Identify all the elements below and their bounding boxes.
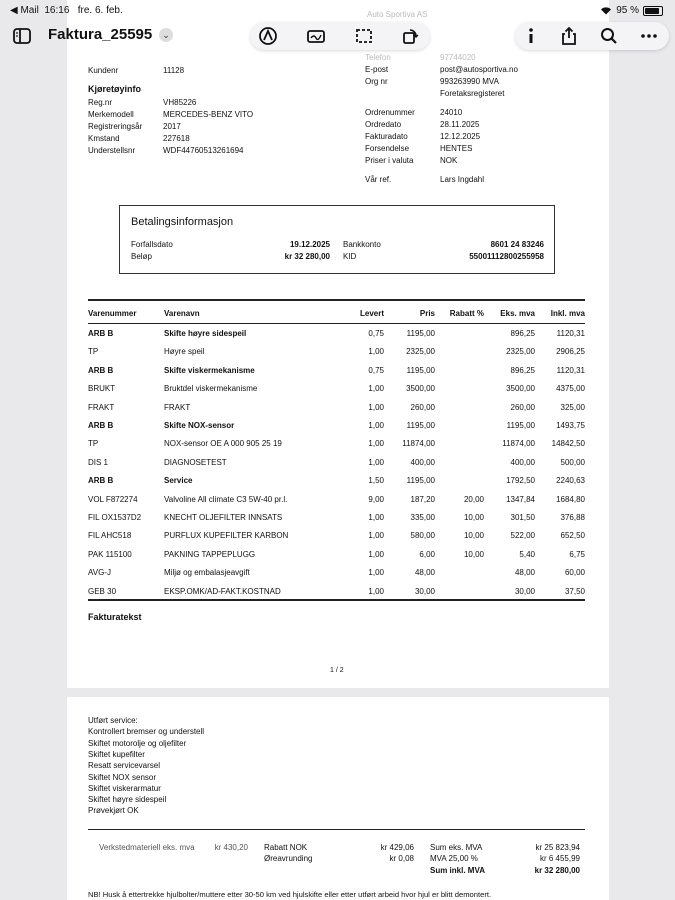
order-field-value: 28.11.2025: [440, 120, 480, 129]
table-cell: 14842,50: [551, 439, 585, 449]
table-cell: PAKNING TAPPEPLUGG: [164, 549, 256, 559]
title-chevron-down-icon[interactable]: ⌄: [159, 28, 173, 42]
table-cell: 400,00: [410, 457, 435, 467]
table-cell: 1195,00: [406, 365, 435, 375]
status-date: fre. 6. feb.: [77, 5, 123, 16]
table-header-cell: Inkl. mva: [550, 309, 585, 318]
service-line: Skiftet høyre sidespeil: [88, 795, 167, 805]
table-cell: TP: [88, 439, 99, 449]
wifi-icon: [600, 6, 612, 15]
payment-info-box: [119, 205, 555, 274]
search-icon[interactable]: [593, 22, 625, 50]
table-bottom-rule: [88, 599, 585, 601]
table-cell: Skifte NOX-sensor: [164, 421, 235, 430]
table-cell: 30,00: [414, 586, 435, 596]
table-cell: GEB 30: [88, 586, 117, 596]
table-cell: 1,00: [368, 586, 384, 596]
table-cell: VOL F872274: [88, 494, 138, 504]
table-cell: 10,00: [463, 549, 484, 559]
table-cell: EKSP.OMK/AD-FAKT.KOSTNAD: [164, 586, 281, 596]
contact-field-value: post@autosportiva.no: [440, 65, 518, 74]
table-cell: 2240,63: [556, 476, 585, 486]
table-top-rule: [88, 299, 585, 301]
table-cell: 1347,84: [506, 494, 535, 504]
service-line: Skiftet kupefilter: [88, 749, 145, 759]
back-to-mail-link[interactable]: ◀ Mail: [10, 5, 39, 16]
service-line: Prøvekjørt OK: [88, 806, 139, 816]
invoice-page-1: [67, 0, 609, 688]
table-cell: 1792,50: [506, 476, 535, 486]
table-cell: 1,50: [368, 476, 384, 486]
vehicle-field-label: Kmstand: [88, 134, 120, 143]
rabatt-label: Rabatt NOK: [264, 843, 308, 852]
table-cell: TP: [88, 347, 99, 357]
table-cell: 376,88: [560, 513, 585, 522]
table-cell: 1,00: [368, 457, 384, 467]
table-cell: 9,00: [368, 494, 384, 504]
table-cell: 10,00: [463, 513, 484, 522]
selection-icon[interactable]: [348, 22, 380, 50]
table-cell: 1195,00: [406, 476, 435, 486]
sum-eks-value: kr 25 823,94: [535, 843, 580, 852]
verksted-label: Verkstedmateriell eks. mva: [99, 843, 195, 852]
order-field-label: Ordredato: [365, 120, 402, 129]
table-cell: 11874,00: [402, 439, 435, 449]
table-cell: BRUKT: [88, 384, 116, 394]
table-cell: 2906,25: [556, 347, 585, 357]
table-cell: 896,25: [510, 365, 535, 375]
order-field-label: Forsendelse: [365, 144, 410, 153]
mva-label: MVA 25,00 %: [430, 854, 478, 863]
table-cell: FRAKT: [88, 402, 115, 412]
table-cell: ARB B: [88, 329, 114, 338]
table-cell: 400,00: [510, 457, 535, 467]
table-cell: FIL AHC518: [88, 531, 132, 541]
table-cell: 260,00: [410, 402, 435, 412]
ore-value: kr 0,08: [389, 854, 414, 863]
table-cell: ARB B: [88, 476, 114, 486]
table-cell: Valvoline All climate C3 5W-40 pr.l.: [164, 494, 288, 504]
table-cell: DIAGNOSETEST: [164, 457, 227, 467]
table-cell: 260,00: [510, 402, 535, 412]
sum-inkl-label: Sum inkl. MVA: [430, 866, 485, 875]
table-cell: 1,00: [368, 531, 384, 541]
table-cell: 1,00: [368, 384, 384, 394]
vehicle-field-value: WDF44760513261694: [163, 146, 244, 155]
kundenr-label: Kundenr: [88, 66, 119, 75]
table-header-cell: Levert: [359, 309, 384, 318]
table-cell: 1684,80: [556, 494, 585, 504]
table-cell: ARB B: [88, 365, 114, 375]
table-cell: 1,00: [368, 568, 384, 578]
table-header-cell: Varenummer: [88, 309, 137, 318]
table-cell: 1120,31: [556, 329, 585, 338]
var-ref-value: Lars Ingdahl: [440, 175, 485, 184]
info-icon[interactable]: [515, 22, 547, 50]
table-header-cell: Eks. mva: [500, 309, 535, 318]
document-toolbar: [0, 18, 675, 54]
order-field-value: HENTES: [440, 144, 473, 153]
table-cell: 3500,00: [406, 384, 435, 394]
table-cell: KNECHT OLJEFILTER INNSATS: [164, 513, 283, 522]
table-cell: 325,00: [560, 402, 585, 412]
mva-value: kr 6 455,99: [539, 854, 580, 863]
table-cell: 1,00: [368, 549, 384, 559]
kundenr-value: 11128: [163, 66, 185, 75]
invoice-page-2: [67, 697, 609, 900]
service-line: Resatt servicevarsel: [88, 761, 161, 771]
table-cell: 580,00: [410, 531, 435, 541]
vehicle-field-label: Understellsnr: [88, 146, 136, 155]
table-cell: PURFLUX KUPEFILTER KARBON: [164, 531, 289, 541]
table-cell: 1,00: [368, 347, 384, 357]
table-cell: 3500,00: [506, 384, 535, 394]
service-line: Skiftet viskerarmatur: [88, 783, 161, 793]
service-line: Utført service:: [88, 716, 138, 725]
vehicle-field-value: MERCEDES-BENZ VITO: [163, 110, 254, 119]
status-time: 16:16: [44, 5, 70, 16]
vehicle-field-label: Merkemodell: [88, 110, 134, 119]
table-cell: 6,00: [419, 549, 435, 559]
table-header-cell: Varenavn: [164, 309, 200, 318]
vehicle-heading: Kjøretøyinfo: [88, 84, 141, 94]
fakturatekst-label: Fakturatekst: [88, 612, 142, 622]
markup-tools-pill: [250, 22, 430, 50]
verksted-value: kr 430,20: [214, 843, 248, 852]
vehicle-field-label: Reg.nr: [88, 98, 113, 107]
table-cell: 1120,31: [556, 365, 585, 375]
table-cell: Bruktdel viskermekanisme: [164, 384, 258, 394]
service-line: Kontrollert bremser og understell: [88, 727, 205, 737]
service-line: Skiftet motorolje og oljefilter: [88, 738, 187, 748]
table-cell: 0,75: [368, 329, 384, 338]
table-cell: 48,00: [414, 568, 435, 578]
table-cell: 1195,00: [406, 421, 435, 430]
table-cell: ARB B: [88, 421, 114, 430]
vehicle-field-value: VH85226: [163, 98, 197, 107]
table-cell: 522,00: [510, 531, 535, 541]
belop-value: kr 32 280,00: [284, 252, 330, 261]
table-cell: 4375,00: [556, 384, 585, 394]
table-cell: 1195,00: [406, 329, 435, 338]
table-cell: 1,00: [368, 402, 384, 412]
actions-pill: [515, 22, 669, 50]
sidebar-toggle-icon[interactable]: [6, 22, 38, 50]
table-cell: 301,50: [510, 513, 535, 522]
kid-value: 55001112800255958: [469, 252, 544, 261]
table-cell: 60,00: [564, 568, 585, 578]
table-cell: 48,00: [514, 568, 535, 578]
table-cell: FIL OX1537D2: [88, 513, 142, 522]
table-cell: 0,75: [368, 365, 384, 375]
markup-pen-icon[interactable]: [252, 22, 284, 50]
vehicle-field-label: Registreringsår: [88, 122, 143, 131]
table-cell: 30,00: [514, 586, 535, 596]
table-cell: Skifte viskermekanisme: [164, 365, 255, 375]
table-cell: 2325,00: [506, 347, 535, 357]
table-cell: AVG-J: [88, 568, 111, 578]
sum-inkl-value: kr 32 280,00: [534, 866, 580, 875]
table-cell: FRAKT: [164, 402, 191, 412]
battery-percent: 95 %: [616, 5, 639, 16]
table-cell: 6,75: [569, 549, 585, 559]
table-cell: 1,00: [368, 421, 384, 430]
table-cell: 5,40: [519, 549, 535, 559]
document-title[interactable]: Faktura_25595: [48, 26, 153, 43]
sum-eks-label: Sum eks. MVA: [430, 843, 483, 852]
table-cell: Miljø og embalasjeavgift: [164, 568, 250, 578]
belop-label: Beløp: [131, 252, 152, 261]
rotate-icon[interactable]: [394, 22, 426, 50]
order-field-value: NOK: [440, 156, 458, 165]
table-cell: 187,20: [410, 494, 435, 504]
company-name-faded: Auto Sportiva AS: [367, 10, 428, 19]
table-cell: 500,00: [560, 457, 585, 467]
table-cell: 1195,00: [506, 421, 535, 430]
table-cell: 335,00: [410, 513, 435, 522]
table-cell: 11874,00: [502, 439, 535, 449]
contact-field-label: E-post: [365, 65, 389, 74]
contact-field-value: Foretaksregisteret: [440, 89, 505, 98]
order-field-label: Priser i valuta: [365, 156, 414, 165]
bankkonto-value: 8601 24 83246: [490, 240, 544, 249]
order-field-label: Fakturadato: [365, 132, 408, 141]
rabatt-value: kr 429,06: [380, 843, 414, 852]
vehicle-field-value: 227618: [163, 134, 190, 143]
totals-rule: [88, 829, 585, 830]
table-cell: 652,50: [560, 531, 585, 541]
telefon-label: Telefon: [365, 53, 391, 62]
table-cell: NOX-sensor OE A 000 905 25 19: [164, 439, 282, 449]
table-cell: 1,00: [368, 513, 384, 522]
order-field-label: Ordrenummer: [365, 108, 415, 117]
table-cell: Skifte høyre sidespeil: [164, 329, 247, 338]
payment-heading: Betalingsinformasjon: [131, 216, 234, 228]
status-bar: [0, 0, 675, 20]
telefon-value: 97744020: [440, 53, 476, 62]
page-number: 1 / 2: [330, 667, 344, 674]
order-field-value: 24010: [440, 108, 463, 117]
bankkonto-label: Bankkonto: [343, 240, 381, 249]
table-cell: Service: [164, 476, 193, 486]
table-cell: 1493,75: [556, 421, 585, 430]
table-cell: 896,25: [510, 329, 535, 338]
table-cell: 37,50: [564, 586, 585, 596]
table-cell: 10,00: [463, 531, 484, 541]
table-cell: 2325,00: [406, 347, 435, 357]
table-header-cell: Rabatt %: [449, 309, 484, 318]
battery-icon: [643, 6, 663, 16]
order-field-value: 12.12.2025: [440, 132, 481, 141]
signature-icon[interactable]: [300, 22, 332, 50]
table-cell: PAK 115100: [88, 549, 132, 559]
contact-field-value: 993263990 MVA: [440, 77, 500, 86]
forfall-value: 19.12.2025: [289, 240, 330, 249]
table-cell: 1,00: [368, 439, 384, 449]
ore-label: Øreavrunding: [264, 854, 313, 863]
table-cell: 20,00: [463, 494, 484, 504]
more-icon[interactable]: [633, 22, 665, 50]
contact-field-label: Org nr: [365, 77, 388, 86]
table-cell: Høyre speil: [164, 347, 205, 357]
table-header-cell: Pris: [419, 309, 435, 318]
share-icon[interactable]: [553, 22, 585, 50]
var-ref-label: Vår ref.: [365, 175, 392, 184]
vehicle-field-value: 2017: [163, 122, 181, 131]
kid-label: KID: [343, 252, 357, 261]
table-header-rule: [88, 323, 585, 324]
forfall-label: Forfallsdato: [131, 240, 173, 249]
wheel-note: NB! Husk å ettertrekke hjulbolter/muttere etter 30-50 km ved hjulskifte eller etter utført arbeid hvor hjul er blitt demontert.: [88, 890, 492, 899]
table-cell: DIS 1: [88, 457, 109, 467]
service-line: Skiftet NOX sensor: [88, 772, 157, 782]
